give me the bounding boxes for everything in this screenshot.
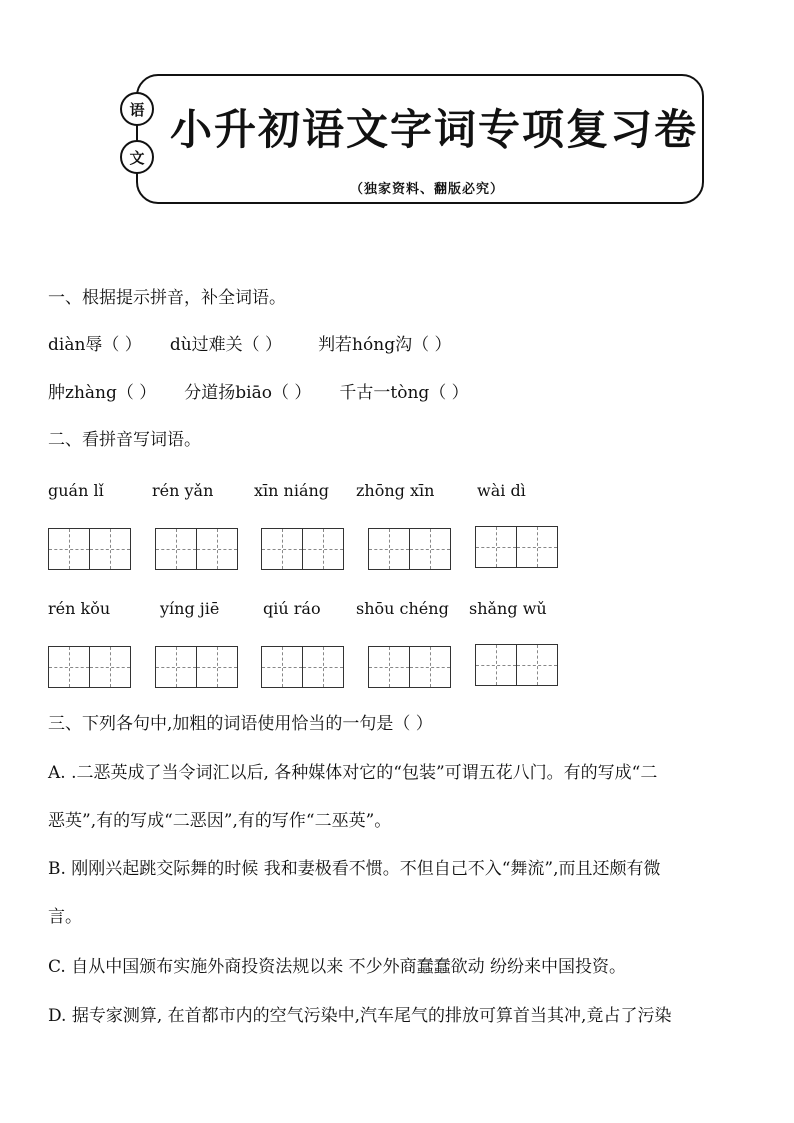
fill-item: dù过难关（ ）	[169, 335, 283, 355]
writing-grid	[155, 646, 238, 688]
writing-grid	[261, 528, 344, 570]
section1-row1	[48, 333, 451, 357]
option-a-line1: A. .二恶英成了当令词汇以后, 各种媒体对它的“包装”可谓五花八门。有的写成“二	[48, 763, 658, 783]
writing-grid	[475, 644, 558, 686]
pinyin-label: xīn niáng	[254, 481, 330, 500]
pinyin-label: yíng jiē	[160, 599, 220, 618]
subject-badge-top: 语	[120, 92, 154, 126]
writing-grid	[261, 646, 344, 688]
pinyin-label: qiú ráo	[263, 599, 321, 618]
option-b-line1: B. 刚刚兴起跳交际舞的时候 我和妻极看不惯。不但自己不入“舞流”,而且还颇有微	[48, 859, 661, 879]
subject-badge-bottom: 文	[120, 140, 154, 174]
writing-grid	[155, 528, 238, 570]
fill-item: 肿zhàng（ ）	[48, 383, 157, 403]
option-c: C. 自从中国颁布实施外商投资法规以来 不少外商蠢蠢欲动 纷纷来中国投资。	[48, 957, 627, 977]
pinyin-label: rén kǒu	[48, 599, 111, 618]
fill-item: diàn辱（ ）	[48, 335, 142, 355]
pinyin-label: guán lǐ	[48, 481, 104, 500]
option-b-line2: 言。	[48, 907, 82, 927]
section2-heading: 二、看拼音写词语。	[48, 430, 201, 450]
section1-heading: 一、根据提示拼音，补全词语。	[48, 288, 286, 308]
section1-row2	[48, 381, 469, 405]
pinyin-label: wài dì	[477, 481, 526, 500]
writing-grid	[48, 646, 131, 688]
fill-item: 千古一tòng（ ）	[339, 383, 469, 403]
fill-item: 分道扬biāo（ ）	[184, 383, 312, 403]
option-d: D. 据专家测算, 在首都市内的空气污染中,汽车尾气的排放可算首当其冲,竟占了污染	[48, 1006, 672, 1026]
writing-grid	[368, 528, 451, 570]
pinyin-label: shōu chéng	[356, 599, 449, 618]
section3-heading: 三、下列各句中,加粗的词语使用恰当的一句是（ ）	[48, 714, 433, 734]
page-subtitle: （独家资料、翻版必究）	[350, 182, 505, 197]
pinyin-label: rén yǎn	[152, 481, 214, 500]
pinyin-label: zhōng xīn	[356, 481, 435, 500]
pinyin-label: shǎng wǔ	[469, 599, 547, 618]
fill-item: 判若hóng沟（ ）	[318, 335, 452, 355]
option-a-line2: 恶英”,有的写成“二恶因”,有的写作“二巫英”。	[48, 811, 392, 831]
writing-grid	[48, 528, 131, 570]
writing-grid	[368, 646, 451, 688]
page-title: 小升初语文字词专项复习卷	[170, 105, 699, 154]
writing-grid	[475, 526, 558, 568]
